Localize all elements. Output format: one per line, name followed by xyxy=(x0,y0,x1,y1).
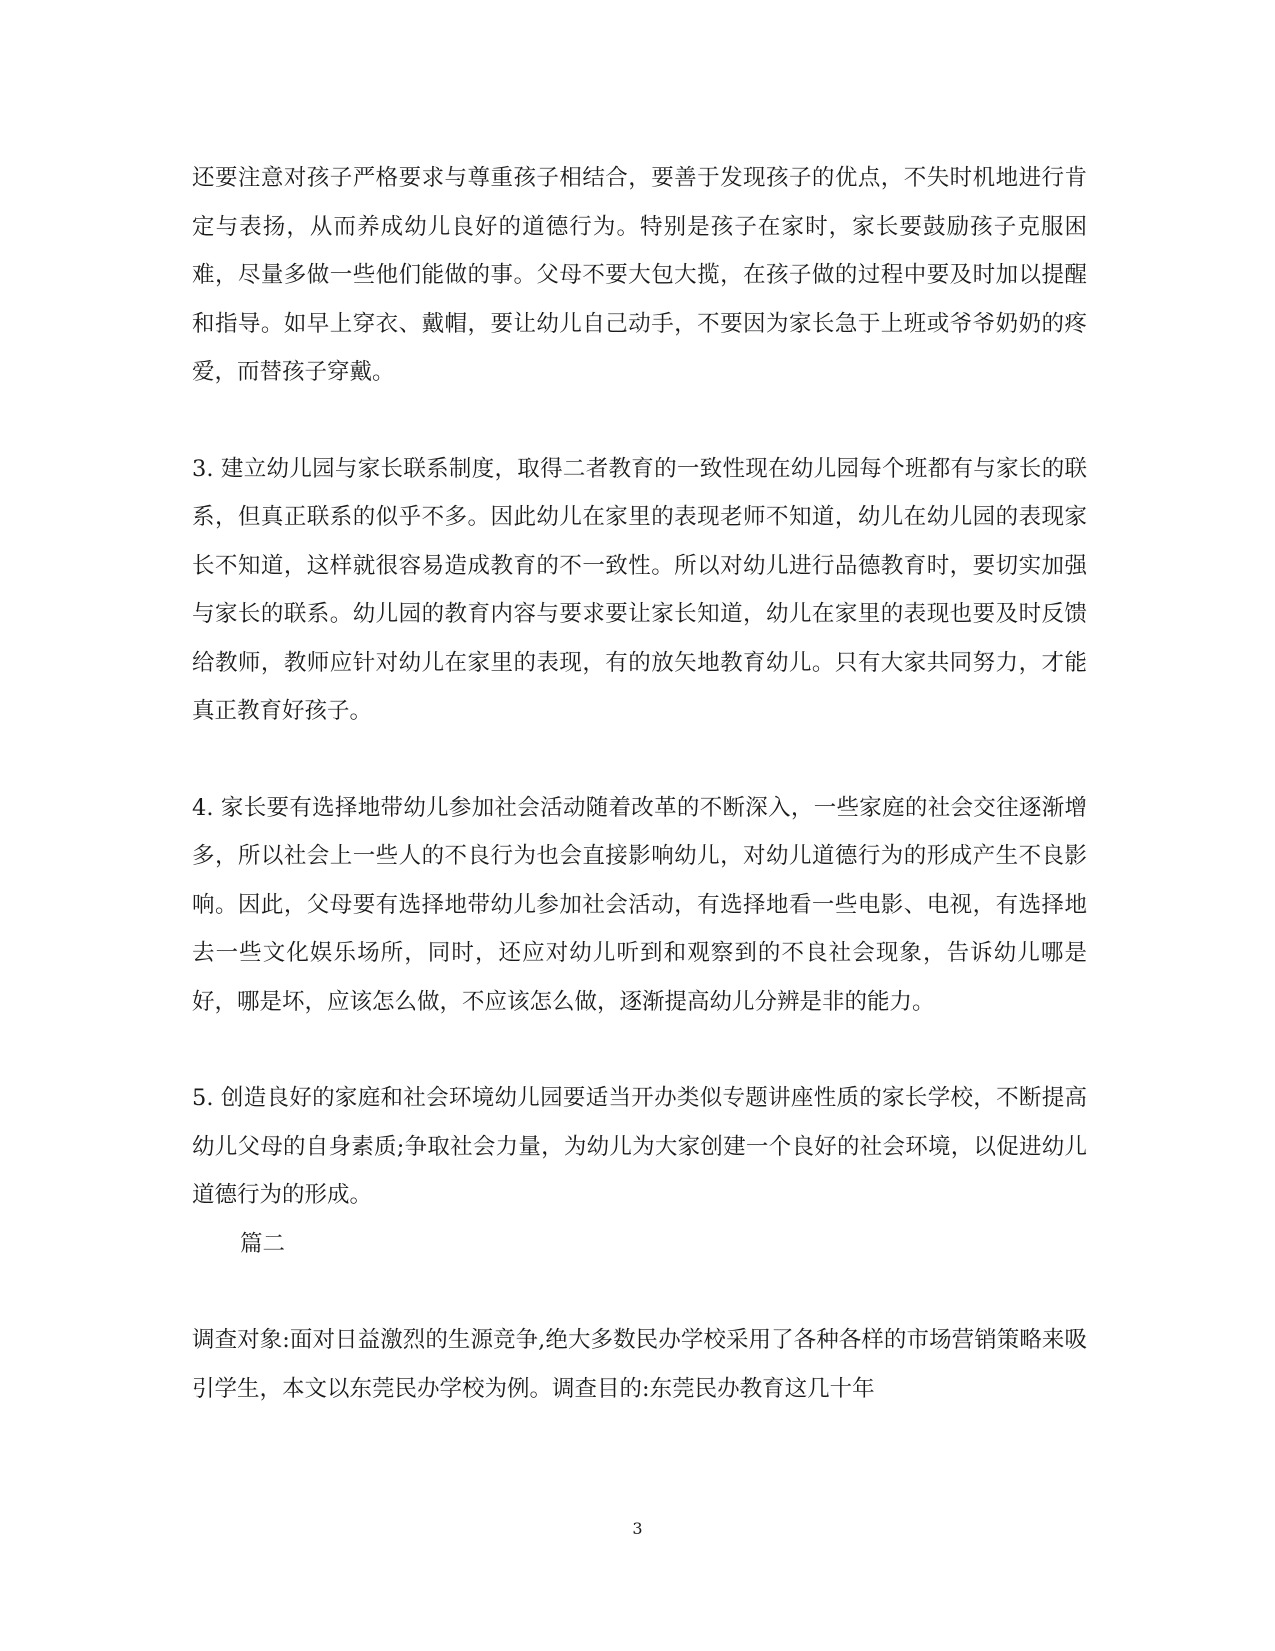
paragraph-point-4: 4. 家长要有选择地带幼儿参加社会活动随着改革的不断深入，一些家庭的社会交往逐渐增多，所以社会上一些人的不良行为也会直接影响幼儿，对幼儿道德行为的形成产生不良影响。因此，父母要有选择地带幼儿参加社会活动，有选择地看一些电影、电视，有选择地去一些文化娱乐场所，同时，还应对幼儿听到和观察到的不良社会现象，告诉幼儿哪是好，哪是坏，应该怎么做，不应该怎么做，逐渐提高幼儿分辨是非的能力。 xyxy=(192,794,1087,1015)
page-number: 3 xyxy=(632,1519,643,1538)
paragraph-point-5: 5. 创造良好的家庭和社会环境幼儿园要适当开办类似专题讲座性质的家长学校，不断提高幼儿父母的自身素质;争取社会力量，为幼儿为大家创建一个良好的社会环境，以促进幼儿道德行为的形成。 xyxy=(192,1085,1087,1208)
paragraph-survey: 调查对象:面对日益激烈的生源竞争,绝大多数民办学校采用了各种各样的市场营销策略来吸引学生，本文以东莞民办学校为例。调查目的:东莞民办教育这几十年 xyxy=(192,1327,1087,1402)
document-body xyxy=(192,154,1087,1413)
section-heading: 篇二 xyxy=(240,1230,286,1257)
paragraph-parenting-guidance: 还要注意对孩子严格要求与尊重孩子相结合，要善于发现孩子的优点，不失时机地进行肯定与表扬，从而养成幼儿良好的道德行为。特别是孩子在家时，家长要鼓励孩子克服困难，尽量多做一些他们能做的事。父母不要大包大揽，在孩子做的过程中要及时加以提醒和指导。如早上穿衣、戴帽，要让幼儿自己动手，不要因为家长急于上班或爷爷奶奶的疼爱，而替孩子穿戴。 xyxy=(192,165,1087,385)
paragraph-point-3: 3. 建立幼儿园与家长联系制度，取得二者教育的一致性现在幼儿园每个班都有与家长的联系，但真正联系的似乎不多。因此幼儿在家里的表现老师不知道，幼儿在幼儿园的表现家长不知道，这样就很容易造成教育的不一致性。所以对幼儿进行品德教育时，要切实加强与家长的联系。幼儿园的教育内容与要求要让家长知道，幼儿在家里的表现也要及时反馈给教师，教师应针对幼儿在家里的表现，有的放矢地教育幼儿。只有大家共同努力，才能真正教育好孩子。 xyxy=(192,455,1087,724)
